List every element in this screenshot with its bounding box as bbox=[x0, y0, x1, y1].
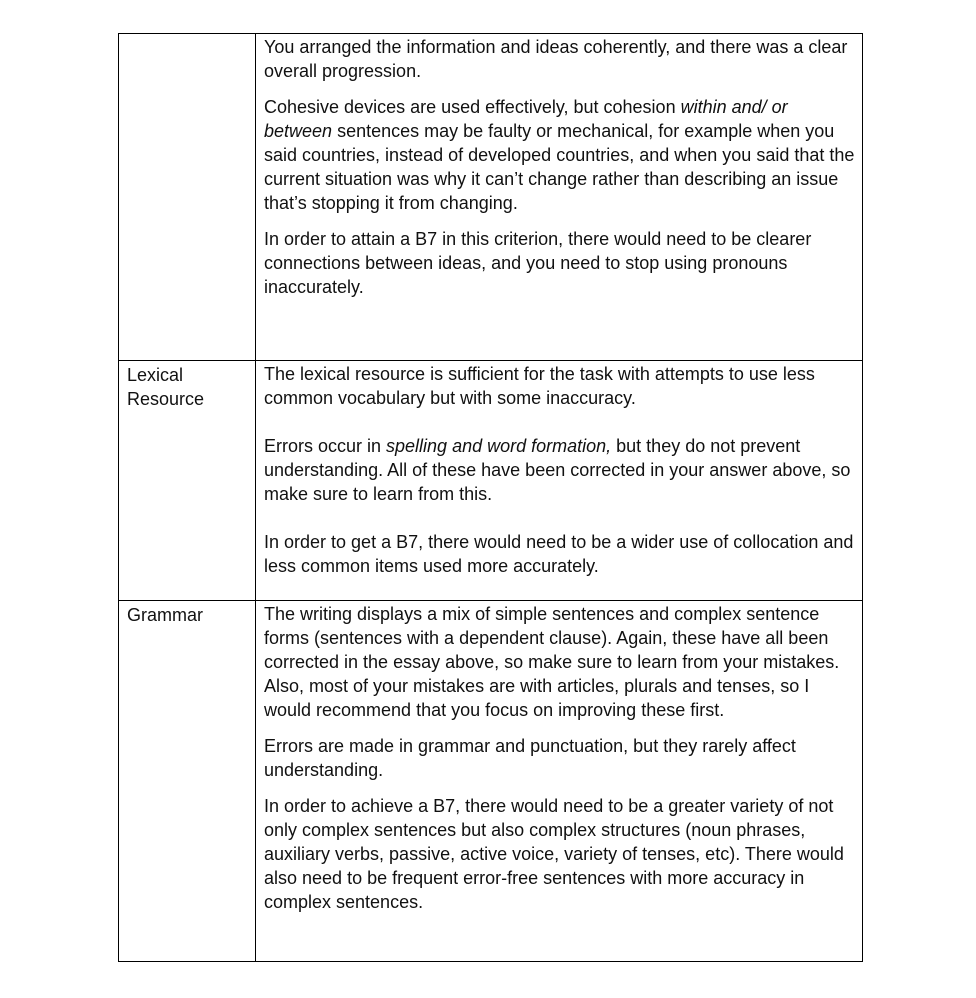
criterion-label-cell bbox=[119, 361, 256, 601]
criterion-label-cell bbox=[119, 34, 256, 361]
feedback-paragraph: The lexical resource is sufficient for the task with attempts to use less common vocabulary but with some inaccuracy. bbox=[264, 364, 815, 408]
text-run: sentences may be faulty or mechanical, for example when you said countries, instead of developed countries, and when you said that the current situation was why it can’t change rather than describing an issue that’s stopping it from changing. bbox=[264, 121, 855, 213]
text-run: Cohesive devices are used effectively, but cohesion bbox=[264, 97, 681, 117]
feedback-paragraph: The writing displays a mix of simple sentences and complex sentence forms (sentences with a dependent clause). Again, these have all been corrected in the essay above, so make sure to learn from your mistakes. Also, most of your mistakes are with articles, plurals and tenses, so I would recommend that you focus on improving these first. bbox=[264, 604, 840, 720]
criterion-feedback-cell bbox=[256, 34, 863, 361]
feedback-paragraph: You arranged the information and ideas coherently, and there was a clear overall progression. bbox=[264, 37, 848, 81]
criterion-label: Grammar bbox=[127, 605, 203, 625]
table-row-lexical-resource bbox=[119, 361, 863, 601]
criterion-label-cell bbox=[119, 601, 256, 962]
italic-text-run: spelling and word formation, bbox=[386, 436, 612, 456]
text-run: Errors occur in bbox=[264, 436, 387, 456]
feedback-paragraph bbox=[264, 95, 856, 215]
feedback-paragraph bbox=[264, 434, 856, 506]
criterion-feedback-cell bbox=[256, 361, 863, 601]
criterion-feedback-cell bbox=[256, 601, 863, 962]
feedback-paragraph: In order to attain a B7 in this criterion, there would need to be clearer connections between ideas, and you need to stop using pronouns inaccurately. bbox=[264, 229, 812, 297]
text-run: but they do not prevent understanding. All of these have been corrected in your answer above, so make sure to learn from this. bbox=[264, 436, 851, 504]
feedback-paragraph: In order to get a B7, there would need to be a wider use of collocation and less common items used more accurately. bbox=[264, 532, 854, 576]
feedback-table bbox=[118, 33, 863, 962]
criterion-label: Lexical Resource bbox=[127, 365, 205, 409]
table-row-grammar bbox=[119, 601, 863, 962]
feedback-paragraph: In order to achieve a B7, there would need to be a greater variety of not only complex sentences but also complex structures (noun phrases, auxiliary verbs, passive, active voice, variety of tenses, etc). There would also need to be frequent error-free sentences with more accuracy in complex sentences. bbox=[264, 796, 844, 912]
table-row-coherence bbox=[119, 34, 863, 361]
feedback-paragraph: Errors are made in grammar and punctuation, but they rarely affect understanding. bbox=[264, 736, 796, 780]
italic-text-run: within and/ or between bbox=[264, 97, 788, 141]
